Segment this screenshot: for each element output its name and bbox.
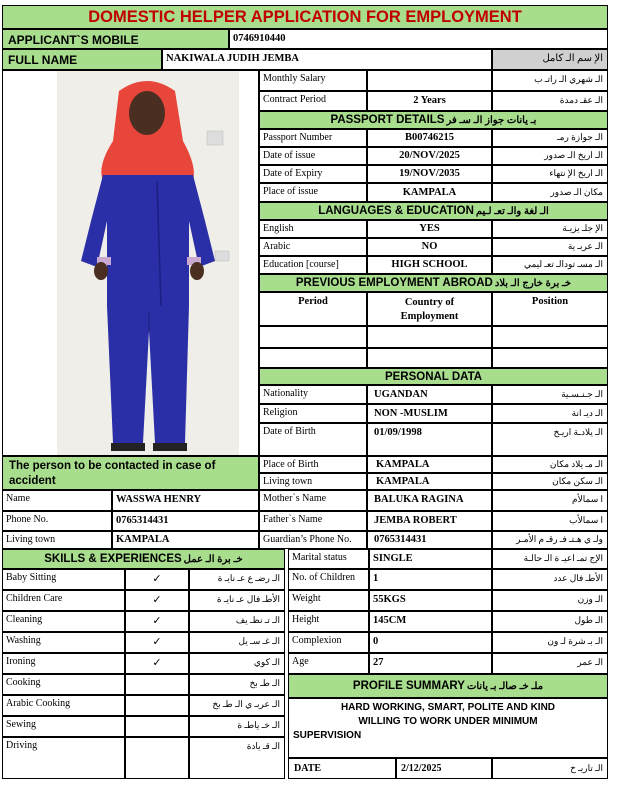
skill-arabic: الـ غـ سـ يل — [189, 632, 285, 653]
prev-row-1-country — [367, 326, 492, 348]
skill-arabic: الـ كوي — [189, 653, 285, 674]
arabic-value: NO — [367, 238, 492, 256]
weight-value: 55KGS — [369, 590, 492, 611]
dob-arabic: الـ يلادـة اريـخ — [492, 423, 608, 456]
profile-line-3: SUPERVISION — [293, 730, 362, 741]
expiry-date-arabic: الـ اريخ الإ نتهاء — [492, 165, 608, 183]
contact-header: The person to be contacted in case of accident — [2, 456, 259, 490]
date-arabic: الـ تاريـ خ — [492, 758, 608, 779]
mother-label: Mother`s Name — [259, 490, 367, 511]
skill-arabic: الـ طـ بخ — [189, 674, 285, 695]
contact-phone-value: 0765314431 — [112, 511, 259, 531]
profile-line-1: HARD WORKING, SMART, POLITE AND KIND — [340, 702, 556, 713]
marital-value: SINGLE — [369, 549, 492, 569]
nationality-arabic: الـ جـنـسـية — [492, 385, 608, 404]
skill-check-icon: ✓ — [125, 590, 189, 611]
prev-row-1-period — [259, 326, 367, 348]
issue-place-arabic: مكان الـ صدور — [492, 183, 608, 202]
english-arabic: الإ جلـ يزيـة — [492, 220, 608, 238]
skill-arabic: الـ قـ يادة — [189, 737, 285, 779]
passport-number-value: B00746215 — [367, 129, 492, 147]
profile-line-2: WILLING TO WORK UNDER MINIMUM — [358, 716, 538, 727]
weight-label: Weight — [288, 590, 369, 611]
guardian-phone-value: 0765314431 — [367, 531, 492, 549]
weight-arabic: الـ وزن — [492, 590, 608, 611]
skill-label: Baby Sitting — [2, 569, 125, 590]
passport-header — [259, 111, 608, 129]
skill-label: Ironing — [2, 653, 125, 674]
skill-check-icon: ✓ — [125, 653, 189, 674]
dob-value: 01/09/1998 — [367, 423, 492, 456]
profile-header-arabic: ملـ خـ صالـ بـ يانات — [466, 680, 544, 692]
education-value: HIGH SCHOOL — [367, 256, 492, 274]
date-label: DATE — [288, 758, 396, 779]
skill-check-icon: ✓ — [125, 569, 189, 590]
skill-label: Children Care — [2, 590, 125, 611]
salary-label: Monthly Salary — [259, 70, 367, 91]
age-label: Age — [288, 653, 369, 674]
contract-arabic: الـ عقـ دمدة — [492, 91, 608, 111]
skill-arabic: الـ رضـ ع عـ نايـ ة — [189, 569, 285, 590]
religion-arabic: الـ ديـ انة — [492, 404, 608, 423]
issue-place-value: KAMPALA — [367, 183, 492, 202]
prev-employment-header-text: PREVIOUS EMPLOYMENT ABROAD — [295, 277, 493, 289]
expiry-date-value: 19/NOV/2035 — [367, 165, 492, 183]
marital-arabic: الإج تمـ اعيـ ة الـ حالـة — [492, 549, 608, 569]
skill-arabic: الـ تـ نظـ يف — [189, 611, 285, 632]
guardian-phone-arabic: ولـ ي هـتـ فـ رقـ م الأمـر — [492, 531, 608, 549]
prev-employment-header-arabic: خـ برة خارج الـ بلاد — [494, 277, 572, 289]
english-value: YES — [367, 220, 492, 238]
expiry-date-label: Date of Expiry — [259, 165, 367, 183]
col-position: Position — [492, 292, 608, 326]
languages-header — [259, 202, 608, 220]
skill-arabic: الـ عربـ ي الـ طـ بخ — [189, 695, 285, 716]
profile-summary-box — [288, 698, 608, 758]
contract-label: Contract Period — [259, 91, 367, 111]
prev-employment-header — [259, 274, 608, 292]
prev-row-2-position — [492, 348, 608, 368]
children-arabic: الأطـ فال عدد — [492, 569, 608, 590]
guardian-phone-label: Guardian’s Phone No. — [259, 531, 367, 549]
living-town-label: Living town — [259, 473, 367, 490]
nationality-label: Nationality — [259, 385, 367, 404]
issue-place-label: Place of issue — [259, 183, 367, 202]
religion-value: NON -MUSLIM — [367, 404, 492, 423]
skill-check-icon — [125, 674, 189, 695]
skill-check-icon — [125, 737, 189, 779]
arabic-arabic: الـ عربـ ية — [492, 238, 608, 256]
height-arabic: الـ طول — [492, 611, 608, 632]
contract-value: 2 Years — [367, 91, 492, 111]
full-name-label: FULL NAME — [2, 49, 162, 70]
english-label: English — [259, 220, 367, 238]
age-arabic: الـ عمر — [492, 653, 608, 674]
salary-value — [367, 70, 492, 91]
col-period: Period — [259, 292, 367, 326]
contact-town-value: KAMPALA — [112, 531, 259, 549]
mother-value: BALUKA RAGINA — [367, 490, 492, 511]
date-value: 2/12/2025 — [396, 758, 492, 779]
languages-header-arabic: الـ لغة والـ تعـ لـيم — [475, 205, 549, 217]
skill-check-icon — [125, 695, 189, 716]
skill-label: Cleaning — [2, 611, 125, 632]
languages-header-text: LANGUAGES & EDUCATION — [318, 205, 474, 217]
mobile-value: 0746910440 — [229, 29, 608, 49]
issue-date-value: 20/NOV/2025 — [367, 147, 492, 165]
pob-value: KAMPALA — [367, 456, 492, 473]
contact-name-label: Name — [2, 490, 112, 511]
applicant-photo — [57, 71, 239, 456]
nationality-value: UGANDAN — [367, 385, 492, 404]
height-value: 145CM — [369, 611, 492, 632]
skill-label: Sewing — [2, 716, 125, 737]
skills-header — [2, 549, 285, 569]
children-value: 1 — [369, 569, 492, 590]
passport-number-arabic: الـ جوازة رمـ — [492, 129, 608, 147]
skill-arabic: الأطـ فال عـ نايـ ة — [189, 590, 285, 611]
salary-arabic: الـ شهري الـ راتـ ب — [492, 70, 608, 91]
children-label: No. of Children — [288, 569, 369, 590]
full-name-arabic: الإ سم الـ كامل — [492, 49, 608, 70]
page-title: DOMESTIC HELPER APPLICATION FOR EMPLOYMENT — [2, 5, 608, 29]
personal-header: PERSONAL DATA — [259, 368, 608, 385]
skill-label: Washing — [2, 632, 125, 653]
prev-row-2-period — [259, 348, 367, 368]
prev-row-1-position — [492, 326, 608, 348]
father-arabic: ا سمالأب — [492, 511, 608, 531]
father-value: JEMBA ROBERT — [367, 511, 492, 531]
skill-check-icon — [125, 716, 189, 737]
profile-header-text: PROFILE SUMMARY — [352, 680, 465, 692]
age-value: 27 — [369, 653, 492, 674]
height-label: Height — [288, 611, 369, 632]
pob-label: Place of Birth — [259, 456, 367, 473]
living-town-value: KAMPALA — [367, 473, 492, 490]
passport-header-text: PASSPORT DETAILS — [330, 114, 445, 126]
living-town-arabic: الـ سكن مكان — [492, 473, 608, 490]
education-arabic: الـ مسـ تودالـ تعـ ليمي — [492, 256, 608, 274]
complexion-value: 0 — [369, 632, 492, 653]
pob-arabic: الـ مـ يلاد مكان — [492, 456, 608, 473]
photo-frame — [2, 70, 259, 456]
contact-town-label: Living town — [2, 531, 112, 549]
mobile-label: APPLICANT`S MOBILE — [2, 29, 229, 49]
mother-arabic: ا سمالأم — [492, 490, 608, 511]
issue-date-label: Date of issue — [259, 147, 367, 165]
father-label: Father`s Name — [259, 511, 367, 531]
complexion-arabic: الـ بـ شرة لـ ون — [492, 632, 608, 653]
contact-phone-label: Phone No. — [2, 511, 112, 531]
skill-check-icon: ✓ — [125, 611, 189, 632]
education-label: Education [course] — [259, 256, 367, 274]
skill-check-icon: ✓ — [125, 632, 189, 653]
skills-header-arabic: خـ برة الـ عمل — [183, 553, 243, 565]
skill-arabic: الـ خـ ياطـ ة — [189, 716, 285, 737]
skill-label: Cooking — [2, 674, 125, 695]
full-name-value: NAKIWALA JUDIH JEMBA — [162, 49, 492, 70]
prev-row-2-country — [367, 348, 492, 368]
skills-header-text: SKILLS & EXPERIENCES — [44, 553, 182, 565]
religion-label: Religion — [259, 404, 367, 423]
complexion-label: Complexion — [288, 632, 369, 653]
skill-label: Driving — [2, 737, 125, 779]
arabic-label: Arabic — [259, 238, 367, 256]
passport-header-arabic: بـ يانات جواز الـ سـ فر — [446, 114, 537, 126]
contact-name-value: WASSWA HENRY — [112, 490, 259, 511]
passport-number-label: Passport Number — [259, 129, 367, 147]
dob-label: Date of Birth — [259, 423, 367, 456]
col-country: Country of Employment — [367, 292, 492, 326]
profile-header — [288, 674, 608, 698]
skill-label: Arabic Cooking — [2, 695, 125, 716]
marital-label: Marital status — [288, 549, 369, 569]
issue-date-arabic: الـ اريخ الـ صدور — [492, 147, 608, 165]
